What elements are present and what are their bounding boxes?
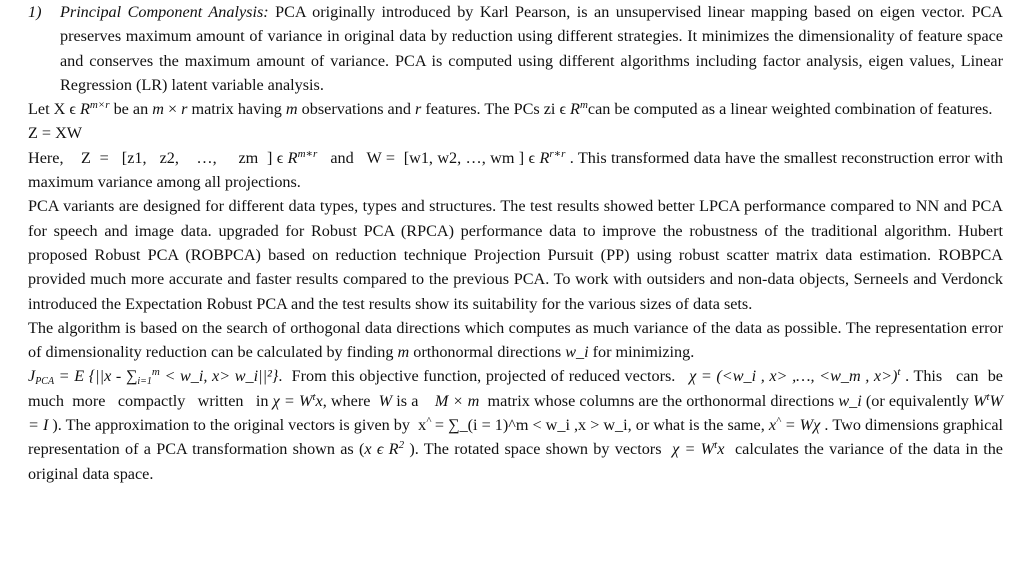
text-segment: calculates the variance of the data in the original data space. bbox=[28, 440, 1008, 483]
pca-intro-text: PCA originally introduced by Karl Pearson, is an unsupervised linear mapping based on eigen vector. PCA preserves maximum amount of variance in original data by reduction using different strategies. It minimizes the dimensionality of feature space and conserves the maximum amount of variance. PCA is computed using different algorithms including factor analysis, eigen values, Linear Regression (LR) latent variable analysis. bbox=[60, 3, 1003, 94]
text-segment: (or equivalently bbox=[861, 391, 973, 410]
math-sup: t bbox=[312, 390, 316, 403]
math-W: W bbox=[378, 391, 393, 410]
math-W-eq-I: W = I bbox=[28, 391, 1004, 435]
text-segment: . This transformed data have the smallest reconstruction error with maximum variance among all projections. bbox=[28, 148, 1003, 192]
math-m: m bbox=[152, 100, 164, 119]
math-R: R bbox=[79, 100, 90, 119]
text-segment: ). The rotated space shown by vectors bbox=[404, 440, 673, 459]
math-r: r bbox=[414, 100, 422, 119]
section-number: 1) bbox=[28, 3, 42, 21]
math-sup: 2 bbox=[398, 439, 405, 452]
text-segment: and W = [w1, w2, …, wm ] ϵ bbox=[317, 148, 540, 167]
math-M-times-m: M × m bbox=[434, 391, 480, 410]
text-segment: , where bbox=[322, 391, 379, 410]
math-w-i: w_i bbox=[838, 391, 862, 410]
text-segment: . Two dimensions graphical representation of a PCA transformation shown as ( bbox=[28, 416, 1004, 459]
math-r: r bbox=[181, 100, 188, 119]
text-segment: features. The PCs zi ϵ bbox=[421, 100, 571, 119]
math-x-in-R: x ϵ R bbox=[364, 440, 399, 459]
text-segment: × bbox=[163, 100, 182, 119]
math-w-i: w_i bbox=[565, 343, 589, 362]
pca-variants-paragraph: PCA variants are designed for different data types, types and structures. The test results showed better LPCA performance compared to NN and PCA for speech and image data. upgraded for Robust PCA (RPCA) performance data to improve the robustness of the traditional algorithm. Hubert proposed Robust PCA (ROBPCA) based on reduction technique Projection Pursuit (PP) using robust scatter matrix data estimation. ROBPCA provided much more accurate and faster results compared to the previous PCA. To work with outsiders and non-data objects, Serneels and Verdonck introduced the Expectation Robust PCA and the test results show its suitability for the various sizes of data sets. bbox=[28, 197, 1003, 313]
math-sup: t bbox=[714, 439, 718, 452]
text-segment: matrix having bbox=[187, 100, 286, 119]
text-segment: orthonormal directions bbox=[409, 343, 566, 362]
math-sup: m×r bbox=[89, 99, 110, 112]
here-definition-paragraph bbox=[28, 146, 1003, 195]
text-segment: Let X ϵ bbox=[28, 100, 80, 119]
text-segment: observations and bbox=[297, 100, 415, 119]
text-segment: can be computed as a linear weighted combination of features. bbox=[587, 100, 993, 119]
algorithm-paragraph bbox=[28, 316, 1003, 365]
math-R: R bbox=[570, 100, 580, 119]
math-x: x bbox=[768, 416, 776, 435]
section-title: Principal Component Analysis: bbox=[60, 3, 269, 21]
math-W-chi: = Wχ bbox=[780, 416, 821, 435]
objective-function-paragraph bbox=[28, 364, 1012, 485]
text-segment: is a bbox=[392, 391, 435, 410]
matrix-definition-paragraph bbox=[28, 97, 1003, 121]
text-segment: matrix whose columns are the orthonormal directions bbox=[479, 391, 839, 410]
text-segment: . This can be much more compactly written in bbox=[28, 367, 1012, 410]
math-sup: m bbox=[151, 366, 160, 379]
math-hat: ^ bbox=[776, 415, 781, 428]
text-segment: Here, Z = [z1, z2, …, zm ] ϵ bbox=[28, 148, 288, 167]
math-chi-definition: χ = (<w_i , x> ,…, <w_m , x>) bbox=[689, 367, 898, 386]
math-m: m bbox=[285, 100, 298, 119]
text-segment: be an bbox=[109, 100, 153, 119]
math-R: R bbox=[539, 148, 550, 167]
math-x: x bbox=[717, 440, 725, 459]
math-sub: i=1 bbox=[137, 376, 152, 388]
math-J: J bbox=[28, 367, 36, 386]
math-sup: r∗r bbox=[549, 147, 566, 160]
math-R: R bbox=[287, 148, 298, 167]
math-sup: m bbox=[579, 99, 588, 112]
math-W: W bbox=[972, 391, 987, 410]
math-sup: m∗r bbox=[297, 147, 318, 160]
math-formula: < w_i, x> w_i||²} bbox=[159, 367, 279, 386]
text-segment: ). The approximation to the original vectors is given by x bbox=[48, 416, 427, 435]
math-chi-eq: χ = W bbox=[672, 440, 715, 459]
text-segment: . From this objective function, projected of reduced vectors. bbox=[278, 367, 690, 386]
math-sup: t bbox=[986, 390, 990, 403]
text-segment: The algorithm is based on the search of orthogonal data directions which computes as much variance of the data as possible. The representation error of dimensionality reduction can be calculated by finding bbox=[28, 318, 1003, 362]
math-sub: PCA bbox=[35, 376, 55, 388]
math-m: m bbox=[397, 343, 410, 362]
math-formula: = E {||x - ∑ bbox=[54, 367, 138, 386]
pca-intro-paragraph bbox=[28, 0, 1003, 97]
math-chi-eq: χ = W bbox=[272, 391, 313, 410]
text-segment: = ∑_(i = 1)^m < w_i ,x > w_i, or what is the same, bbox=[430, 416, 769, 435]
math-hat: ^ bbox=[426, 415, 431, 428]
math-sup: t bbox=[897, 366, 901, 379]
equation-z-xw: Z = XW bbox=[28, 124, 83, 143]
text-segment: for minimizing. bbox=[588, 343, 695, 362]
math-x: x bbox=[315, 391, 323, 410]
